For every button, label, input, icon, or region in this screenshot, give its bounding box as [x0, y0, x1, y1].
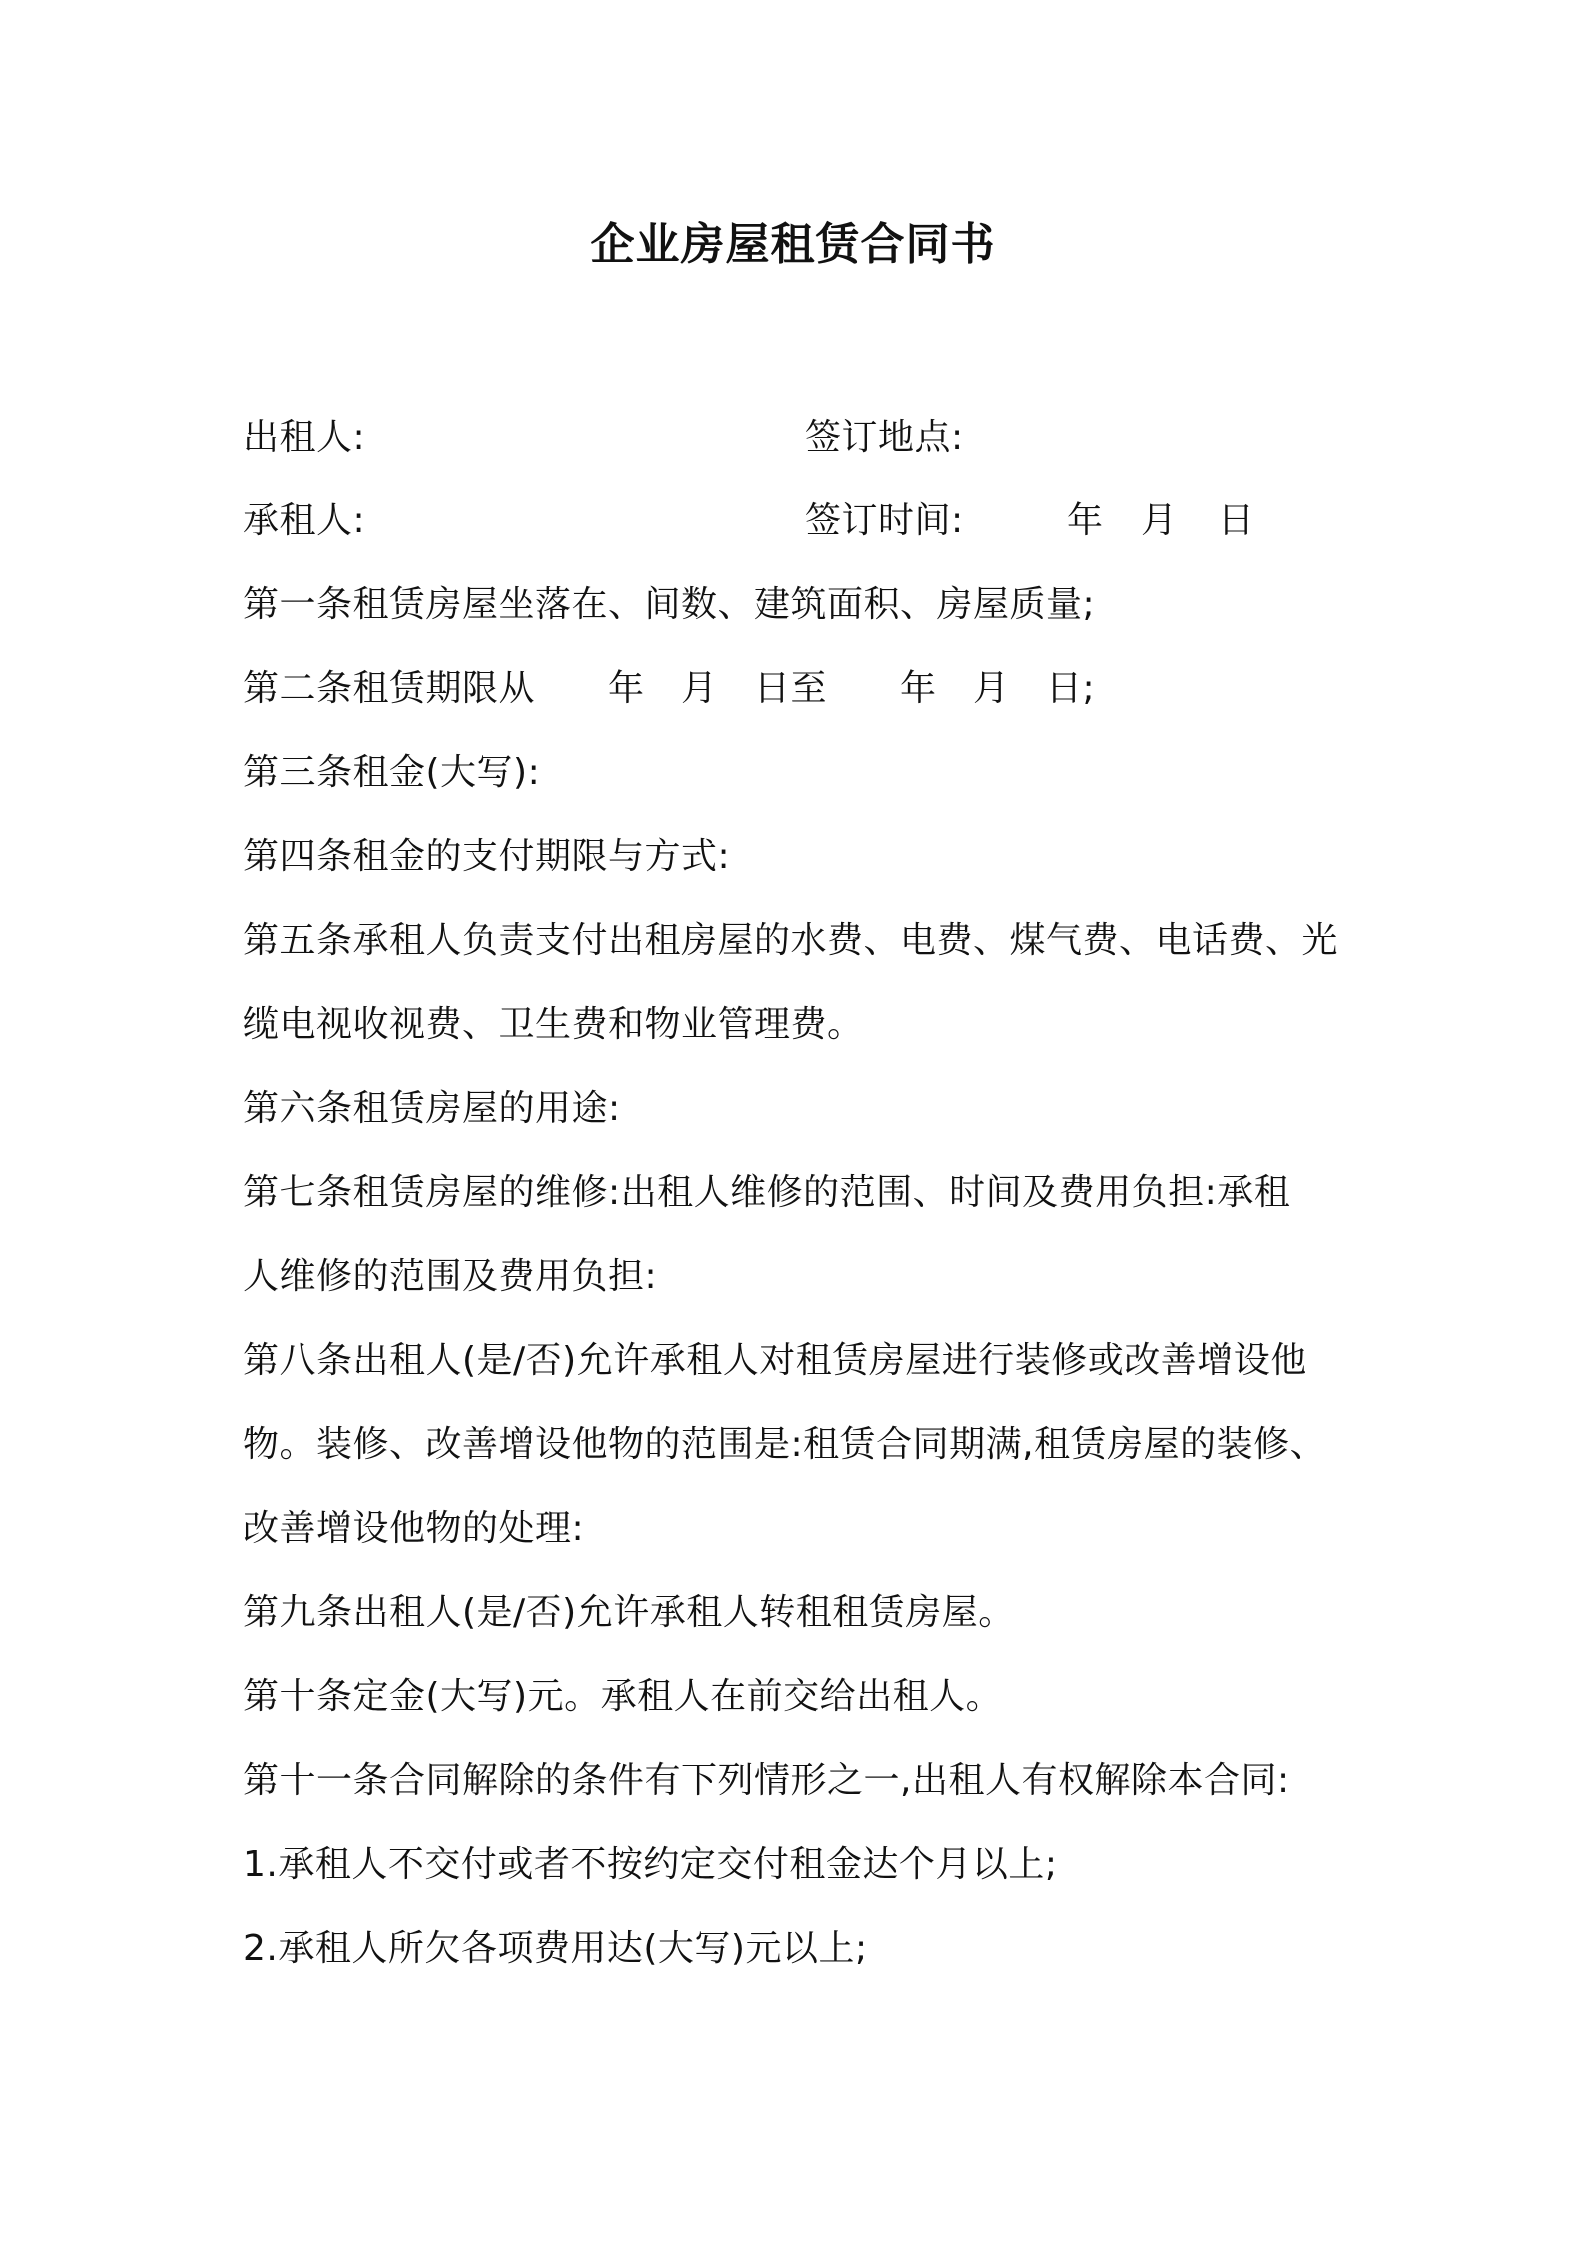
- clause-8-line-3: 改善增设他物的处理:: [243, 1508, 585, 1549]
- clause-7-line-2: 人维修的范围及费用负担:: [243, 1256, 658, 1297]
- clause-7-line-1: 第七条租赁房屋的维修:出租人维修的范围、时间及费用负担:承租: [243, 1172, 1291, 1213]
- clause-11: 第十一条合同解除的条件有下列情形之一,出租人有权解除本合同:: [243, 1760, 1290, 1801]
- signing-day-label: 日: [1218, 500, 1255, 541]
- clause-3: 第三条租金(大写):: [243, 752, 541, 793]
- clause-5-line-1: 第五条承租人负责支付出租房屋的水费、电费、煤气费、电话费、光: [243, 920, 1339, 961]
- clause-6: 第六条租赁房屋的用途:: [243, 1088, 621, 1129]
- signing-year-label: 年: [1067, 500, 1104, 541]
- clause-10: 第十条定金(大写)元。承租人在前交给出租人。: [243, 1676, 1003, 1717]
- clause-9: 第九条出租人(是/否)允许承租人转租租赁房屋。: [243, 1592, 1015, 1633]
- signing-month-label: 月: [1141, 500, 1178, 541]
- clause-11-item-1: 1.承租人不交付或者不按约定交付租金达个月以上;: [243, 1844, 1058, 1885]
- clause-1: 第一条租赁房屋坐落在、间数、建筑面积、房屋质量;: [243, 584, 1096, 625]
- document-title: 企业房屋租赁合同书: [590, 219, 996, 270]
- clause-11-item-2: 2.承租人所欠各项费用达(大写)元以上;: [243, 1928, 868, 1969]
- lessor-label: 出租人:: [243, 417, 366, 458]
- clause-5-line-2: 缆电视收视费、卫生费和物业管理费。: [243, 1004, 864, 1045]
- clause-8-line-2: 物。装修、改善增设他物的范围是:租赁合同期满,租赁房屋的装修、: [243, 1424, 1327, 1465]
- clause-8-line-1: 第八条出租人(是/否)允许承租人对租赁房屋进行装修或改善增设他: [243, 1340, 1307, 1381]
- lessee-label: 承租人:: [243, 500, 366, 541]
- signing-place-label: 签订地点:: [805, 417, 964, 458]
- clause-4: 第四条租金的支付期限与方式:: [243, 836, 731, 877]
- signing-time-label: 签订时间:: [805, 500, 964, 541]
- clause-2: 第二条租赁期限从 年 月 日至 年 月 日;: [243, 668, 1096, 709]
